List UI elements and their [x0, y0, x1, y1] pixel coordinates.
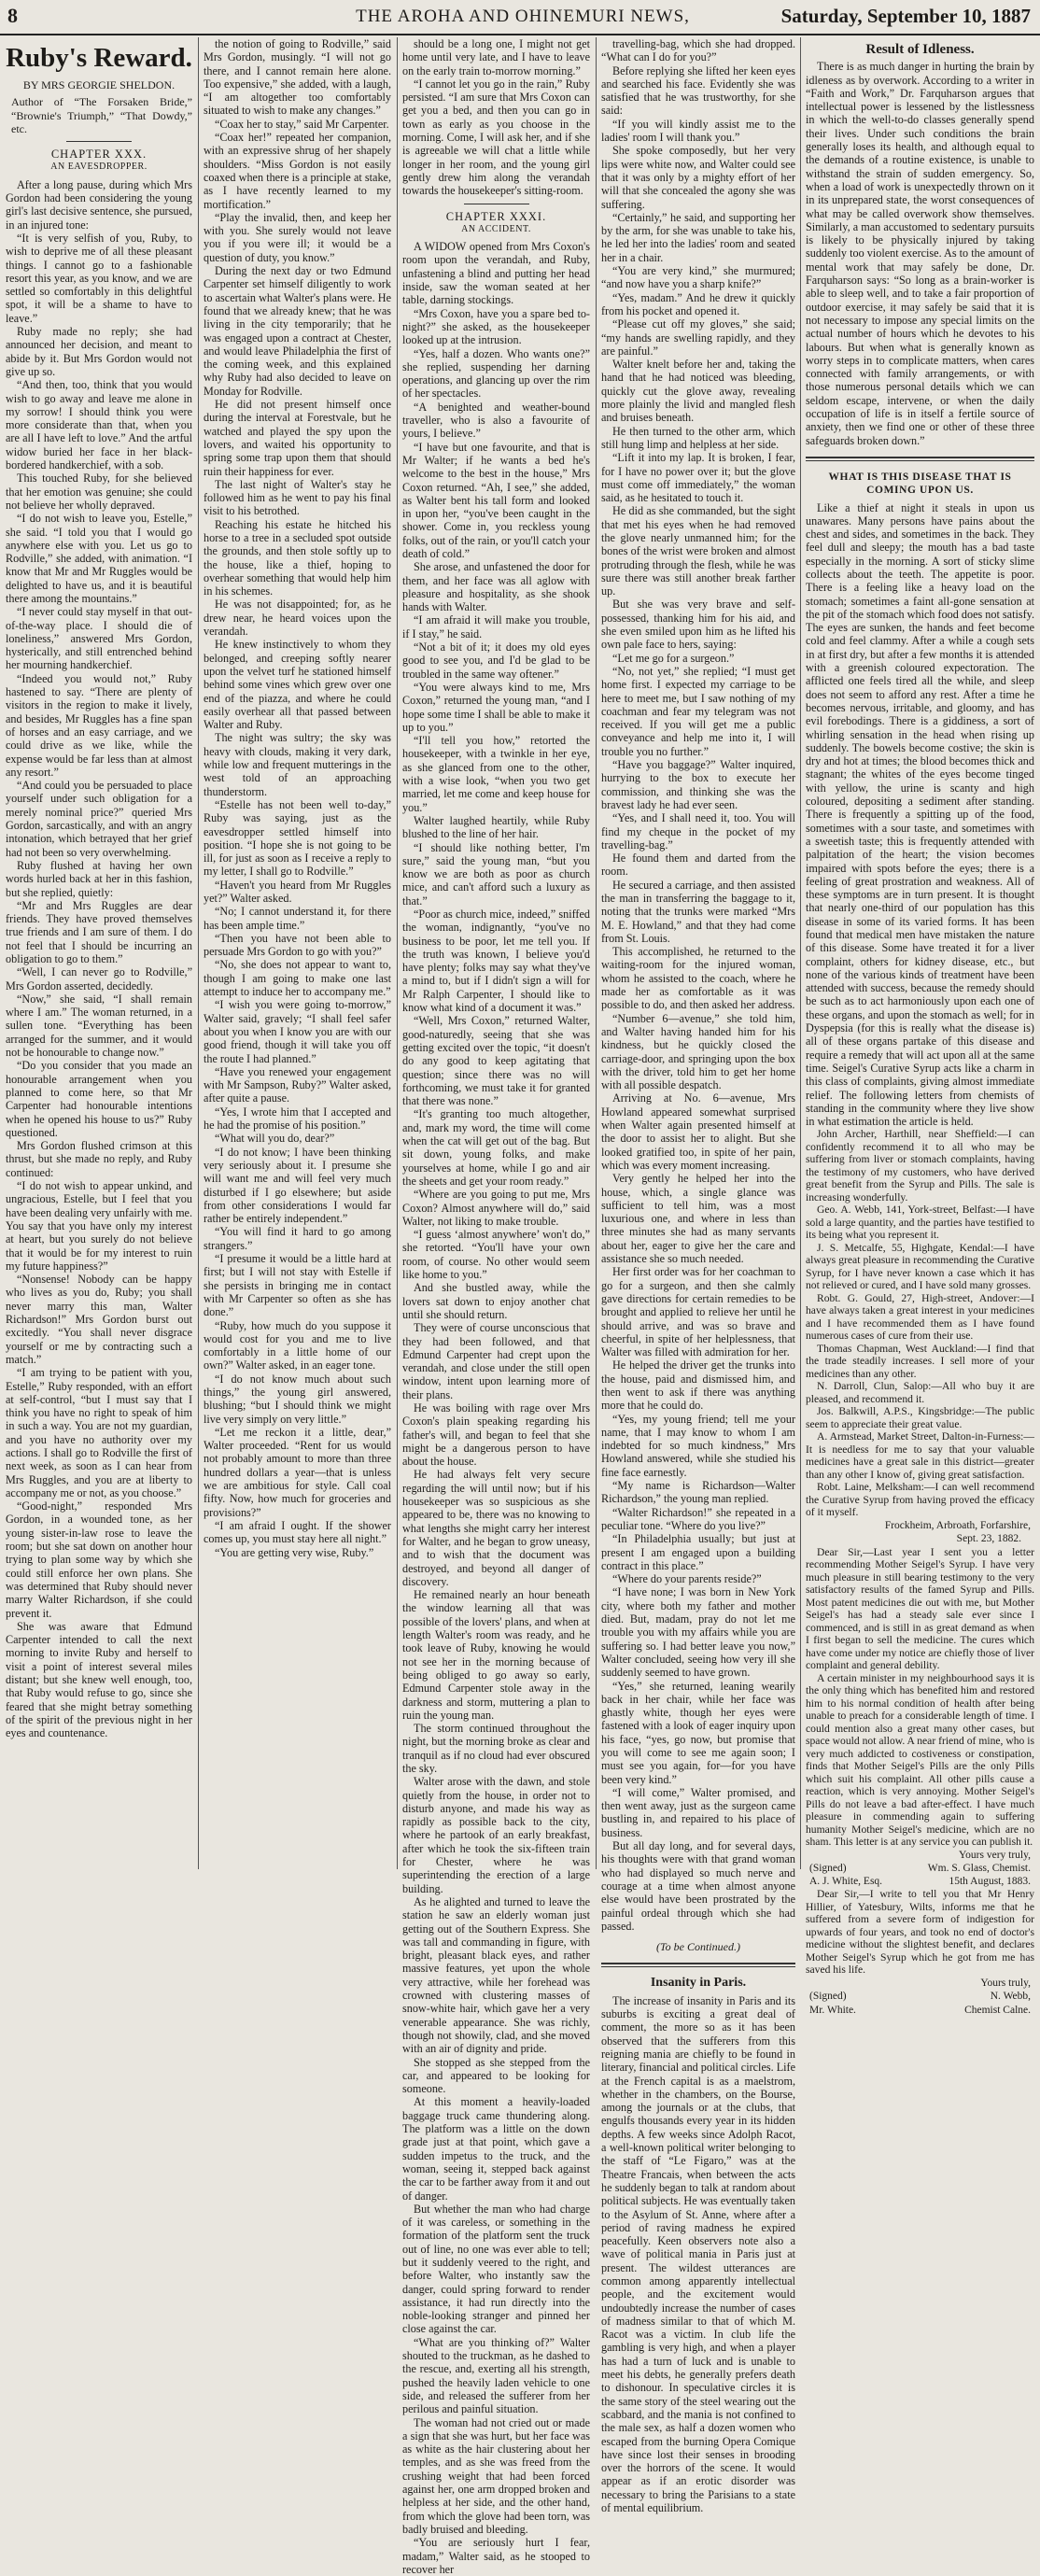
masthead — [0, 0, 1040, 35]
paragraph: “My name is Richardson—Walter Richardson,” the young man replied. — [601, 1479, 795, 1506]
paragraph: A certain minister in my neighbourhood says it is the only thing which has benefited him and restored him to his normal condition of health after being unable to preach for a considerable length of time. I could mention also a great many other cases, but space would not allow. A near friend of mine, who is very much addicted to costiveness or constipation, finds that Mother Seigel's Pills are the only Pills which suit his complaint. All other pills cause a reaction, which is very annoying. Mother Seigel's Pills do not leave a bad after-effect. I have much pleasure in commending again to suffering humanity Mother Seigel's medicine, which are no sham. This letter is at any service you can publish it. — [806, 1671, 1034, 1849]
paragraph: “What are you thinking of?” Walter shouted to the truckman, as he dashed to the rescue, and, exerting all his strength, pushed the heavily laden vehicle to one side, and released the sufferer from her perilous and painful situation. — [402, 2335, 590, 2416]
letter-recipient: A. J. White, Esq. — [809, 1876, 883, 1888]
paragraph: During the next day or two Edmund Carpenter set himself diligently to work to ascertain what Walter's plans were. He found that we already knew; that he was living in the city temporarily; that he was engaged upon a contract at Chester, and would leave Philadelphia the first of the coming week, and this explained why Ruby had also decided to leave on Monday for Rodville. — [204, 264, 391, 398]
paragraph: “Now,” she said, “I shall remain where I am.” The woman returned, in a sullen tone. “Everything has been arranged for the summer, and it would not be honourable to change now.” — [6, 992, 192, 1060]
paragraph: “Let me go for a surgeon.” — [612, 651, 735, 665]
testimonial: A. Armstead, Market Street, Dalton-in-Furness:—It is needless for me to say that your valuable medicines have a great sale in this district—greater than any other I know of, giving great satisfaction. — [806, 1430, 1034, 1481]
paragraph: He secured a carriage, and then assisted the man in transferring the baggage to it, noting that the trunks were marked “Mrs M. E. Howland,” and that they had come from St. Louis. — [601, 878, 795, 945]
signed-label: (Signed) — [809, 1862, 847, 1874]
paragraph: “You are seriously hurt I fear, madam,” Walter said, as he stooped to recover her — [402, 2536, 590, 2576]
divider — [806, 457, 1034, 461]
signer-name: Wm. S. Glass, Chemist. — [927, 1862, 1031, 1874]
paragraph: “And could you be persuaded to place yourself under such obligation for a merely nominal price?” queried Mrs Gordon, sarcastically, and with an angry intonation, which betrayed that her grief had not been so very overwhelming. — [6, 779, 192, 859]
letter-close: Yours very truly, — [959, 1849, 1031, 1861]
paragraph: Dear Sir,—Last year I sent you a letter recommending Mother Seigel's Syrup. I have very much pleasure in still bearing testimony to the very satisfactory results of the famed Syrup and Pills. Most patent medicines die out with me, but Mother Seigel's has had a steady sale ever since I commenced, and is still in as great demand as when I first began to sell the medicine. The cures which have come under my notice are chiefly those of liver complaint and general debility. — [806, 1545, 1034, 1672]
paragraph: “Where are you going to put me, Mrs Coxon? Almost anywhere will do,” said Walter, not liking to make trouble. — [402, 1188, 590, 1228]
paragraph: He found them and darted from the room. — [601, 852, 795, 879]
paragraph: Walter knelt before her and, taking the hand that he had noticed was bleeding, quickly cut the glove away, revealing more plainly the livid and mangled flesh and bruises beneath. — [601, 358, 795, 425]
disease-article-title: WHAT IS THIS DISEASE THAT IS COMING UPON US. — [828, 471, 1012, 497]
signer-place: Chemist Calne. — [964, 2004, 1031, 2016]
paragraph: “Haven't you heard from Mr Ruggles yet?” Walter asked. — [204, 878, 391, 905]
chapter-heading: CHAPTER XXX. — [50, 148, 148, 162]
paragraph: “Lift it into my lap. It is broken, I fear, for I have no power over it; but the glove must come off immediately,” the woman said, as he hesitated to touch it. — [601, 451, 795, 505]
column-3 — [402, 37, 590, 2576]
paragraph: “I wish you were going to-morrow,” Walter said, gravely; “I shall feel safer about you when I know you are with our good friend, though it will take you off the route I had planned.” — [204, 998, 391, 1065]
paragraph: the notion of going to Rodville,” said Mrs Gordon, musingly. “I will not go there, and I cannot remain here alone. Too expensive,” she added, with a laugh, “I am altogether too comfortably situated to wish to make any changes.” — [204, 37, 391, 118]
paragraph: “I do not wish to leave you, Estelle,” she said. “I told you that I would go anywhere else with you. Let us go to Rodville,” she added, with animation. “I know that Mr and Mr Ruggles would be delighted to have us, and it is beautiful there among the mountains.” — [6, 512, 192, 605]
paragraph: At this moment a heavily-loaded baggage truck came thundering along. The platform was a little on the down grade just at that point, which gave a sudden impetus to the truck, and the woman, seeing it, stepped back against the car to be farther away from it and out of danger. — [402, 2095, 590, 2203]
paragraph: “Ruby, how much do you suppose it would cost for you and me to live comfortably in a little home of our own?” Walter asked, in an eager tone. — [204, 1318, 391, 1372]
paragraph: “And then, too, think that you would wish to go away and leave me alone in my sorrow! I should think you were more considerate than that, when you are all I have left to love.” And the artful widow buried her face in her black-bordered handkerchief, with a sob. — [6, 378, 192, 472]
paragraph: Ruby made no reply; she had announced her decision, and meant to abide by it. But Mrs Gordon would not give up so. — [6, 325, 192, 378]
paragraph: “If you will kindly assist me to the ladies' room I will thank you.” — [601, 117, 795, 145]
column-5 — [806, 37, 1034, 2016]
testimonial: Robt. Laine, Melksham:—I can well recommend the Curative Syrup from having proved the efficacy of it myself. — [806, 1481, 1034, 1519]
paragraph: He helped the driver get the trunks into the house, paid and dismissed him, and then went to ask if there was anything more that he could do. — [601, 1358, 795, 1413]
paragraph: Dear Sir,—I write to tell you that Mr Henry Hillier, of Yatesbury, Wilts, informs me that he suffered from a severe form of indigestion for upwards of four years, and took no end of doctor's medicine without the slightest benefit, and declares Mother Seigel's Syrup which he got from me has saved his life. — [806, 1888, 1034, 1977]
testimonial: Jos. Balkwill, A.P.S., Kingsbridge:—The public seem to appreciate their great value. — [806, 1405, 1034, 1430]
paragraph: “I do not know; I have been thinking very seriously about it. I presume she will want me and will feel very much disturbed if I go elsewhere; but aside from other considerations I would far rather be entirely independent.” — [204, 1145, 391, 1226]
paragraph: “Yes, half a dozen. Who wants one?” she replied, suspending her darning operations, and glancing up over the rim of her spectacles. — [402, 346, 590, 401]
divider — [601, 1963, 795, 1967]
column-1 — [6, 37, 192, 1869]
paragraph: Very gently he helped her into the house, which, a single glance was sufficient to tell him, was a most luxurious one, and where in less than three minutes she had as many servants about her, eager to give her the care and assistance she so much needed. — [601, 1172, 795, 1266]
page-number: 8 — [7, 4, 18, 27]
paragraph: Mrs Gordon flushed crimson at this thrust, but she made no reply, and Ruby continued: — [6, 1139, 192, 1179]
paragraph: “Then you have not been able to persuade Mrs Gordon to go with you?” — [204, 931, 391, 959]
paragraph: “Have you renewed your engagement with Mr Sampson, Ruby?” Walter asked, after quite a pause. — [204, 1064, 391, 1105]
paragraph: should be a long one, I might not get home until very late, and I have to leave on the early train to-morrow morning.” — [402, 37, 590, 77]
paragraph: The last night of Walter's stay he followed him as he went to pay his final visit to his betrothed. — [204, 477, 391, 518]
paragraph: “Yes, madam.” And he drew it quickly from his pocket and opened it. — [601, 290, 795, 317]
paragraph: “No; I cannot understand it, for there has been ample time.” — [204, 905, 391, 932]
paragraph: The night was sultry; the sky was heavy with clouds, making it very dark, while low and frequent mutterings in the west told of an approaching thunderstorm. — [204, 731, 391, 798]
paragraph: “Yes, I wrote him that I accepted and he had the promise of his position.” — [204, 1105, 391, 1133]
paragraph: “I'll tell you how,” retorted the housekeeper, with a twinkle in her eye, as she glanced from one to the other, with a wise look, “when you two get married, let me come and keep house for you.” — [402, 734, 590, 814]
author-note: Author of “The Forsaken Bride,” “Brownie's Triumph,” “That Dowdy,” etc. — [11, 95, 192, 135]
paragraph: He did not present himself once during the interval at Forestvale, but he watched and played the spy upon the lovers, and waited his opportunity to spring some trap upon them that should ruin their happiness for ever. — [204, 398, 391, 478]
paragraph: “Good-night,” responded Mrs Gordon, in a wounded tone, as her young sister-in-law rose to leave the room; but she sat down on another hour trying to plan some way by which she could still enforce her own plans. She was determined that Ruby should never marry Walter Richardson, if she could prevent it. — [6, 1499, 192, 1620]
paragraph: “You are very kind,” she murmured; “and now have you a sharp knife?” — [601, 264, 795, 291]
paragraph: “Number 6—avenue,” she told him, and Walter having handed him for his kindness, but he quickly closed the carriage-door, and springing upon the box with the driver, told him to get her home with all possible despatch. — [601, 1011, 795, 1092]
story-text — [6, 178, 192, 1740]
insanity-article-text — [601, 1994, 795, 2515]
paragraph: “Yes,” she returned, leaning wearily back in her chair, while her face was ghastly white, though her eyes were fastened with a look of eager inquiry upon his face, “yes, go now, but promise that you will come to see me again soon; I must see you again, for—for you have been very kind.” — [601, 1679, 795, 1786]
paragraph: “I have but one favourite, and that is Mr Walter; if he wants a bed he's welcome to the best in the house,” Mrs Coxon returned. “Ah, I see,” she added, as Walter bent his tall form and looked in upon her, “you've been caught in the shower. Come in, you reckless young folks, out of the rain, or you'll catch your death of cold.” — [402, 440, 590, 560]
paragraph: And she bustled away, while the lovers sat down to enjoy another chat until she should return. — [402, 1281, 590, 1321]
story-title: Ruby's Reward. — [6, 43, 192, 73]
chapter-subtitle: AN EAVESDROPPER. — [50, 162, 148, 173]
paragraph: “In Philadelphia usually; but just at present I am engaged upon a building contract in this place.” — [601, 1532, 795, 1572]
paragraph: A WIDOW opened from Mrs Coxon's room upon the verandah, and Ruby, unfastening a blind and putting her head inside, saw the woman seated at her table, darning stockings. — [402, 240, 590, 307]
testimonial: John Archer, Harthill, near Sheffield:—I can confidently recommend it to all who may be suffering from liver or stomach complaints, having the testimony of my customers, who have derived great benefit from the Syrup and Pills. The sale is increasing wonderfully. — [806, 1128, 1034, 1204]
story-text — [402, 37, 590, 198]
letter-date: Sept. 23, 1882. — [956, 1533, 1021, 1545]
testimonial: N. Darroll, Clun, Salop:—All who buy it are pleased, and recommend it. — [806, 1380, 1034, 1405]
letter-close: Yours truly, — [980, 1977, 1031, 1989]
paragraph: “No, she does not appear to want to, though I am going to make one last attempt to induce her to accompany me.” — [204, 958, 391, 999]
paragraph: “I will come,” Walter promised, and then went away, just as the surgeon came bustling in, and repaired to his place of business. — [601, 1785, 795, 1839]
letter-text — [806, 1546, 1034, 1849]
column-2 — [204, 37, 391, 1869]
newspaper-title: THE AROHA AND OHINEMURI NEWS, — [356, 7, 690, 26]
paragraph: “A benighted and weather-bound traveller, who is also a favourite of yours, I believe.” — [402, 400, 590, 441]
paragraph: “I have none; I was born in New York city, where both my father and mother died. But, madam, pray do not let me trouble you with my affairs while you are suffering so. I had better leave you now,” Walter concluded, seeing how very ill she suddenly seemed to have grown. — [601, 1585, 795, 1680]
paragraph: “Play the invalid, then, and keep her with you. She surely would not leave you if you were ill; it would be a question of duty, you know.” — [204, 210, 391, 264]
idleness-article-text — [806, 60, 1034, 447]
paragraph: Her first order was for her coachman to go for a surgeon, and then she calmly gave directions for certain remedies to be brought and applied to relieve her until he should arrive, and was so brave and cheerful, in spite of her helplessness, that Walter was filled with admiration for her. — [601, 1265, 795, 1359]
paragraph: “What will you do, dear?” — [215, 1132, 335, 1146]
story-text — [204, 37, 391, 1559]
paragraph: She arose, and unfastened the door for them, and her face was all aglow with pleasure and hospitality, as she shook hands with Walter. — [402, 560, 590, 614]
column-rule — [198, 37, 199, 1869]
paragraph: This touched Ruby, for she believed that her emotion was genuine; she could not believe her wholly depraved. — [6, 472, 192, 512]
paragraph: “Poor as church mice, indeed,” sniffed the woman, indignantly, “you've no business to be poor, let me tell you. If the truth was known, I believe you'd have plenty; folks may say what they've a mind to, but if I didn't sign a will for Mr Ralph Carpenter, I should like to know what kind of a document it was.” — [402, 908, 590, 1015]
paragraph: “Estelle has not been well to-day,” Ruby was saying, just as the eavesdropper settled himself into position. “I hope she is not going to be ill, for just as soon as I receive a reply to my letter, I shall go to Rodville.” — [204, 797, 391, 879]
signature-line — [806, 1862, 1034, 1875]
paragraph: But she was very brave and self-possessed, thanking him for his aid, and she even smiled upon him as he lifted his own pale face to hers, saying: — [601, 598, 795, 652]
paragraph: “Coax her to stay,” said Mr Carpenter. — [215, 117, 389, 131]
paragraph: “I presume it would be a little hard at first; but I will not stay with Estelle if she persists in bringing me in contact with Mr Carpenter so often as she has done.” — [204, 1252, 391, 1319]
paragraph: He had always felt very secure regarding the will until now; but if his housekeeper was so suspicious as she appeared to be, there was no knowing to what lengths she might carry her interest for Walter, and he began to grow uneasy, and to wish that the document was destroyed, and beyond all danger of discovery. — [402, 1468, 590, 1588]
chapter-heading: CHAPTER XXXI. — [445, 209, 547, 223]
signed-label: (Signed) — [809, 1991, 847, 2003]
paragraph: They were of course unconscious that they had been followed, and that Edmund Carpenter had crept upon the verandah, and close under the still open window, intent upon learning more of their plans. — [402, 1321, 590, 1401]
to-be-continued: (To be Continued.) — [656, 1940, 740, 1954]
letter-date: 15th August, 1883. — [949, 1876, 1031, 1888]
paragraph: “Not a bit of it; it does my old eyes good to see you, and I'd be glad to be troubled in the same way oftener.” — [402, 640, 590, 681]
paragraph: The increase of insanity in Paris and its suburbs is exciting a great deal of comment, the more so as it has been observed that the sufferers from this reigning mania are chiefly to be found in literary, financial and political circles. Life at the French capital is as a maelstrom, whether in the chambers, on the Bourse, among the journals or at the clubs, that engulfs thousands every year in its hidden depths. A few weeks since Adolph Racot, a well-known political writer belonging to the staff of “Le Figaro,” was at the Theatre Francais, when between the acts he suddenly began to talk at random about political subjects. He was eventually taken to the Asylum of St. Anne, where after a period of raving madness he expired peacefully. Keen observers note also a wave of political mania in Paris just at present. The wildest utterances are common among apparently intellectual people, and the excitement would undoubtedly increase the number of cases of madness similar to that of which M. Racot was a victim. In club life the gambling is very high, and when a player has had a turn of luck and is unable to meet his debts, he generally prefers death to dishonour. In speculative circles it is the same story of the steel wearing out the scabbard, and the mania is not confined to the male sex, as half a dozen women who escaped from the burning Opera Comique have since lost their senses in brooding over the horrors of the scene. It would appear as if an erotic disorder was necessary to bring the Parisians to a state of mental equilibrium. — [601, 1993, 795, 2515]
paragraph: “Yes, and I shall need it, too. You will find my cheque in the pocket of my travelling-bag.” — [601, 811, 795, 852]
story-text — [601, 37, 795, 1933]
paragraph: She stopped as she stepped from the car, and appeared to be looking for someone. — [402, 2055, 590, 2096]
paragraph: After a long pause, during which Mrs Gordon had been considering the young girl's last decisive sentence, she pursued, in an injured tone: — [6, 177, 192, 232]
column-4 — [601, 37, 795, 2515]
paragraph: “I am afraid it will make you trouble, if I stay,” he said. — [402, 613, 590, 640]
paragraph: “I cannot let you go in the rain,” Ruby persisted. “I am sure that Mrs Coxon can get you a bed, and then you can go in town as early as you choose in the morning. Come, I will ask her, and if she is agreeable we will chat a little while longer in her room, and the young girl gently drew him along the verandah towards the housekeeper's sitting-room. — [402, 77, 590, 198]
paragraph: “Where do your parents reside?” — [612, 1572, 762, 1586]
testimonial: Robt. G. Gould, 27, High-street, Andover:—I have always taken a great interest in your medicines and I have recommended them as I have found numerous cases of cure from their use. — [806, 1291, 1034, 1343]
letter-header — [806, 1875, 1034, 1888]
paragraph: “Please cut off my gloves,” she said; “my hands are swelling rapidly, and they are painful.” — [601, 317, 795, 358]
letter-place: Frockheim, Arbroath, Forfarshire, — [884, 1519, 1031, 1531]
story-text — [402, 240, 590, 2576]
paragraph: “Do you consider that you made an honourable arrangement when you planned to come here, so that Mr Carpenter had honourable intentions when he opened his house to us?” Ruby questioned. — [6, 1059, 192, 1139]
paragraph: “Have you baggage?” Walter inquired, hurrying to the box to execute her commission, and thinking she was the bravest lady he had ever seen. — [601, 758, 795, 811]
paragraph: “I am trying to be patient with you, Estelle,” Ruby responded, with an effort at self-control, “but I must say that I think you have no right to speak of him in such a way. You are not my guardian, and you have no authority over my actions. I shall go to Rodville the first of next week, as soon as I can hear from Mrs Ruggles, and you are at liberty to accompany me or not, as you choose.” — [6, 1366, 192, 1499]
paragraph: “Yes, my young friend; tell me your name, that I may know to whom I am indebted for so much kindness,” Mrs Howland answered, while she studied his fine face earnestly. — [601, 1412, 795, 1479]
signer-name: N. Webb, — [990, 1991, 1031, 2003]
paragraph: “I do not wish to appear unkind, and ungracious, Estelle, but I feel that you have been dealing very unfairly with me. You say that you have only my interest at heart, but you surely do not believe that it would be for my interest to ruin my future happiness?” — [6, 1179, 193, 1273]
paragraph: Before replying she lifted her keen eyes and searched his face. Evidently she was satisfied that he was trustworthy, for she said: — [601, 63, 795, 118]
paragraph: “Let me reckon it a little, dear,” Walter proceeded. “Rent for us would not probably amount to more than three hundred dollars a year—that is unless we are ambitious for style. Call coal fifty. Now, how much for groceries and provisions?” — [204, 1425, 391, 1519]
insanity-article-title: Insanity in Paris. — [650, 1976, 747, 1991]
paragraph: “Coax her!” repeated her companion, with an expressive shrug of her shapely shoulders. “Miss Gordon is not easily coaxed when there is a principle at stake, as I have recently learned to my mortification.” — [204, 131, 391, 211]
paragraph: The woman had not cried out or made a sign that she was hurt, but her face was as white as the hair clustering about her temples, and as she was freed from the crushing weight that had been forced against her, one arm dropped broken and helpless at her side, and the other hand, from which the glove had been torn, was badly bruised and bleeding. — [402, 2415, 590, 2536]
story-byline: BY MRS GEORGIE SHELDON. — [22, 78, 176, 91]
paragraph: “It's granting too much altogether, and, mark my word, the time will come when the cat will get out of the bag. But sit down, young folks, and make yourselves at home, while I go and air the sheets and get your room ready.” — [402, 1107, 590, 1188]
paragraph: He remained nearly an hour beneath the window learning all that was possible of the lovers' plans, and when at length Walter's room was ready, and he took leave of Ruby, knowing he would not see her in the morning because of being obliged to go away so early, Edmund Carpenter stole away in the darkness and storm, muttering a plan to ruin the young man. — [402, 1588, 590, 1722]
paragraph: He then turned to the other arm, which still hung limp and helpless at her side. — [601, 424, 795, 451]
paragraph: “Certainly,” he said, and supporting her by the arm, for she was unable to take his, he led her into the ladies' room and seated her in a chair. — [601, 210, 795, 264]
paragraph: She spoke composedly, but her very lips were white now, and Walter could see that it was only by a mighty effort of her will that she concealed the agony she was suffering. — [601, 144, 795, 211]
letter-recipient: Mr. White. — [809, 2004, 856, 2016]
paragraph: Arriving at No. 6—avenue, Mrs Howland appeared somewhat surprised when Walter again presented himself at the door to assist her to alight. But she looked gratified too, in spite of her pain, which was every moment increasing. — [601, 1091, 795, 1172]
paragraph: “Mr and Mrs Ruggles are dear friends. They have proved themselves true friends and I am sure of them. I do not feel that I should be incurring an obligation to go to them.” — [6, 898, 192, 965]
paragraph: “I guess ‘almost anywhere’ won't do,” she retorted. “You'll have your own room, of course. No other would seem like home to you.” — [402, 1228, 590, 1282]
issue-date: Saturday, September 10, 1887 — [780, 5, 1031, 27]
paragraph: “Well, I can never go to Rodville,” Mrs Gordon asserted, decidedly. — [6, 965, 192, 992]
paragraph: “Indeed you would not,” Ruby hastened to say. “There are plenty of visitors in the region to make it lively, and besides, Mr Ruggles has a fine span of horses and an easy carriage, and we could drive as we like, while the expense would be far less than at almost any resort.” — [6, 671, 192, 779]
idleness-article-title: Result of Idleness. — [865, 42, 975, 57]
paragraph: “Mrs Coxon, have you a spare bed to-night?” she asked, as the housekeeper looked up at the intrusion. — [402, 306, 590, 347]
testimonial: J. S. Metcalfe, 55, Highgate, Kendal:—I have always great pleasure in recommending the Curative Syrup, for I have never known a case which it has not relieved or cured, and I have sold many grosses. — [806, 1241, 1034, 1292]
paragraph: “You were always kind to me, Mrs Coxon,” returned the young man, “and I hope some time I shall be able to make it up to you.” — [402, 680, 590, 734]
paragraph: “I do not know much about such things,” the young girl answered, blushing; “but I should think we might live very simply on very little.” — [204, 1372, 391, 1426]
paragraph: But all day long, and for several days, his thoughts were with that grand woman who had displayed so much nerve and courage at a time when almost anyone else would have been prostrated by the painful ordeal through which she had passed. — [601, 1839, 795, 1933]
paragraph: “It is very selfish of you, Ruby, to wish to deprive me of all these pleasant things. I cannot go to a fashionable resort this year, as you know, and we are settled so comfortably in this delightful spot, it will be a shame to have to leave.” — [6, 231, 192, 325]
paragraph: She was aware that Edmund Carpenter intended to call the next morning to invite Ruby and herself to visit a point of interest several miles distant; but she knew well enough, too, that Ruby would refuse to go, since she feared that she might betray something of the spirit of the previous night in her eyes and countenance. — [6, 1619, 192, 1740]
paragraph: Walter arose with the dawn, and stole quietly from the house, in order not to disturb anyone, and made his way as rapidly as possible back to the city, where he partook of an early breakfast, after which he took the six-fifteen train for Chester, where he was superintending the erection of a large building. — [402, 1775, 590, 1895]
paragraph: As he alighted and turned to leave the station he saw an elderly woman just getting out of the Southern Express. She was tall and commanding in figure, with bright, pleasant black eyes, and rather massive features, yet upon the whole very attractive, while her forehead was crowned with clustering masses of snow-white hair, which gave her a very venerable appearance. She was richly, though not showily, clad, and she moved with an air of dignity and pride. — [402, 1894, 590, 2056]
paragraph: “You will find it hard to go among strangers.” — [204, 1225, 391, 1252]
column-rule — [397, 37, 398, 1869]
testimonials — [806, 1128, 1034, 1519]
paragraph: There is as much danger in hurting the brain by idleness as by overwork. According to a writer in “Faith and Work,” Dr. Farquharson argues that intellectual power is lessened by the listlessness in which the well-to-do classes generally spend their lives. Under such conditions the brain generally loses its health, and although equal to the demands of a routine existence, is unable to withstand the strain of sudden emergency. So, when a load of work is unexpectedly thrown on it in its unprepared state, the worst consequences of what may be called overwork show themselves. Similarly, a man accustomed to sedentary pursuits is likely to be physically injured by taking suddenly too violent exercise. As to the amount of mental work that may safely be done, Dr. Farquharson says: “So long as a brain-worker is able to sleep well, and to take a fair proportion of outdoor exercise, it may safely be said that it is not necessary to impose any special limits on the actual number of hours which he devotes to his labours. But when what is generally known as worry steps in to complicate matters, when cares connected with family arrangements, or with those numerous personal details which we can seldom escape, intervene, or when the daily occupation of life is in itself a fertile source of anxiety, then we find one or other of these three safeguards broken down.” — [806, 60, 1034, 447]
column-rule — [800, 37, 801, 1869]
paragraph: This accomplished, he returned to the waiting-room for the injured woman, whom he assisted to the coach, where he made her as comfortable as it was possible to do, and then asked her address. — [601, 945, 795, 1012]
paragraph: “I am afraid I ought. If the shower comes up, you must stay here all night.” — [204, 1518, 391, 1546]
paragraph: Walter laughed heartily, while Ruby blushed to the line of her hair. — [402, 813, 590, 841]
paragraph: “Well, Mrs Coxon,” returned Walter, good-naturedly, seeing that she was getting excited over the topic, “it doesn't do any good to keep agitating that question; since there was no will forthcoming, we must take it for granted that there was none.” — [402, 1014, 590, 1108]
letter-text — [806, 1888, 1034, 1977]
paragraph: “Nonsense! Nobody can be happy who lives as you do, Ruby; you shall never marry this man, Walter Richardson!” Mrs Gordon burst out excitedly. “You shall never disgrace yourself or me by contracting such a match.” — [6, 1273, 192, 1366]
chapter-subtitle: AN ACCIDENT. — [461, 223, 531, 234]
paragraph: He was boiling with rage over Mrs Coxon's plain speaking regarding his father's will, and began to feel that she might be a dangerous person to have about the house. — [402, 1401, 590, 1469]
paragraph: “I should like nothing better, I'm sure,” said the young man, “but you know we are both as poor as church mice, and can't afford such a luxury as that.” — [402, 840, 590, 908]
disease-article-text — [806, 501, 1034, 1129]
testimonial: Thomas Chapman, West Auckland:—I find that the trade steadily increases. I sell more of your medicines than any other. — [806, 1342, 1034, 1380]
paragraph: “I never could stay myself in that out-of-the-way place. I should die of loneliness,” answered Mrs Gordon, hysterically, and still entrenched behind her mourning handkerchief. — [6, 605, 192, 672]
paragraph: The storm continued throughout the night, but the morning broke as clear and tranquil as if no cloud had ever obscured the sky. — [402, 1722, 590, 1775]
paragraph: He did as she commanded, but the sight that met his eyes when he had removed the glove nearly unmanned him; for the bones of the wrist were broken and almost protruding through the flesh, while he was sure there was still another break farther up. — [601, 504, 795, 598]
paragraph: Like a thief at night it steals in upon us unawares. Many persons have pains about the chest and sides, and sometimes in the back. They feel dull and sleepy; the mouth has a bad taste especially in the morning. A sort of sticky slime collects about the teeth. The appetite is poor. There is a feeling like a heavy load on the stomach; sometimes a faint all-gone sensation at the pit of the stomach which food does not satisfy. The eyes are sunken, the hands and feet become cold and feel clammy. After a while a cough sets in at first dry, but after a few months it is attended with a greenish coloured expectoration. The afflicted one feels tired all the while, and sleep does not seem to afford any rest. After a time he becomes nervous, irritable, and gloomy, and has evil forebodings. There is a giddiness, a sort of whirling sensation in the head when rising up suddenly. The bowels become costive; the skin is dry and hot at times; the blood becomes thick and stagnant; the whites of the eyes become tinged with yellow, the urine is scanty and high coloured, depositing a sediment after standing. There is frequently a spitting up of the food, sometimes with a sour taste, and sometimes with a sweetish taste; this is frequently attended with palpitation of the heart; the vision becomes impaired with spots before the eyes; there is a feeling of great prostration and weakness. All of these symptoms are in turn present. It is thought that nearly one-third of our population has this disease in some of its varied forms. It has been found that medical men have mistaken the nature of this disease. Some have treated it for a liver complaint, others for kidney disease, etc., but none of the various kinds of treatment have been attended with success, because the remedy should be such as to act harmoniously upon each one of these organs, and upon the stomach as well; for in Dyspepsia (for this is really what the disease is) all of these organs partake of this disease and require a remedy that will act upon all at the same time. Seigel's Curative Syrup acts like a charm in this class of complaints, giving almost immediate relief. The following letters from chemists of standing in the community where they live show in what estimation the article is held. — [806, 500, 1034, 1129]
paragraph: Reaching his estate he hitched his horse to a tree in a secluded spot outside the grounds, and then stole softly up to the house, like a thief, hoping to overhear something that would help him in his schemes. — [204, 517, 391, 598]
testimonial: Geo. A. Webb, 141, York-street, Belfast:—I have sold a large quantity, and the parties have testified to its being what you represent it. — [806, 1204, 1034, 1242]
signature-line — [806, 1990, 1034, 2003]
paragraph: “You are getting very wise, Ruby.” — [215, 1545, 374, 1559]
paragraph: “No, not yet,” she replied; “I must get home first. I expected my carriage to be here to meet me, but I saw nothing of my coachman and fear my telegram was not received. If you will get me a public conveyance and help me into it, I will trouble you no further.” — [601, 664, 795, 758]
divider — [66, 141, 132, 142]
paragraph: Ruby flushed at having her own words hurled back at her in this fashion, but she replied, quietly: — [6, 858, 192, 899]
paragraph: He was not disappointed; for, as he drew near, he heard voices upon the verandah. — [204, 598, 391, 639]
paragraph: But whether the man who had charge of it was careless, or something in the formation of the platform sent the truck out of line, no one was ever able to tell; but it suddenly veered to the right, and before Walter, who instantly saw the danger, could spring forward to render assistance, it had run directly into the noble-looking stranger and pinned her close against the car. — [402, 2202, 590, 2336]
paragraph: “Walter Richardson!” she repeated in a peculiar tone. “Where do you live?” — [601, 1505, 795, 1532]
paragraph: travelling-bag, which she had dropped. “What can I do for you?” — [601, 37, 795, 64]
paragraph: He knew instinctively to whom they belonged, and creeping softly nearer upon the velvet turf he stationed himself behind some vines which grew over one end of the piazza, and where he could easily overhear all that passed between Walter and Ruby. — [204, 638, 391, 732]
signature-line — [806, 2004, 1034, 2017]
column-rule — [596, 37, 597, 1869]
